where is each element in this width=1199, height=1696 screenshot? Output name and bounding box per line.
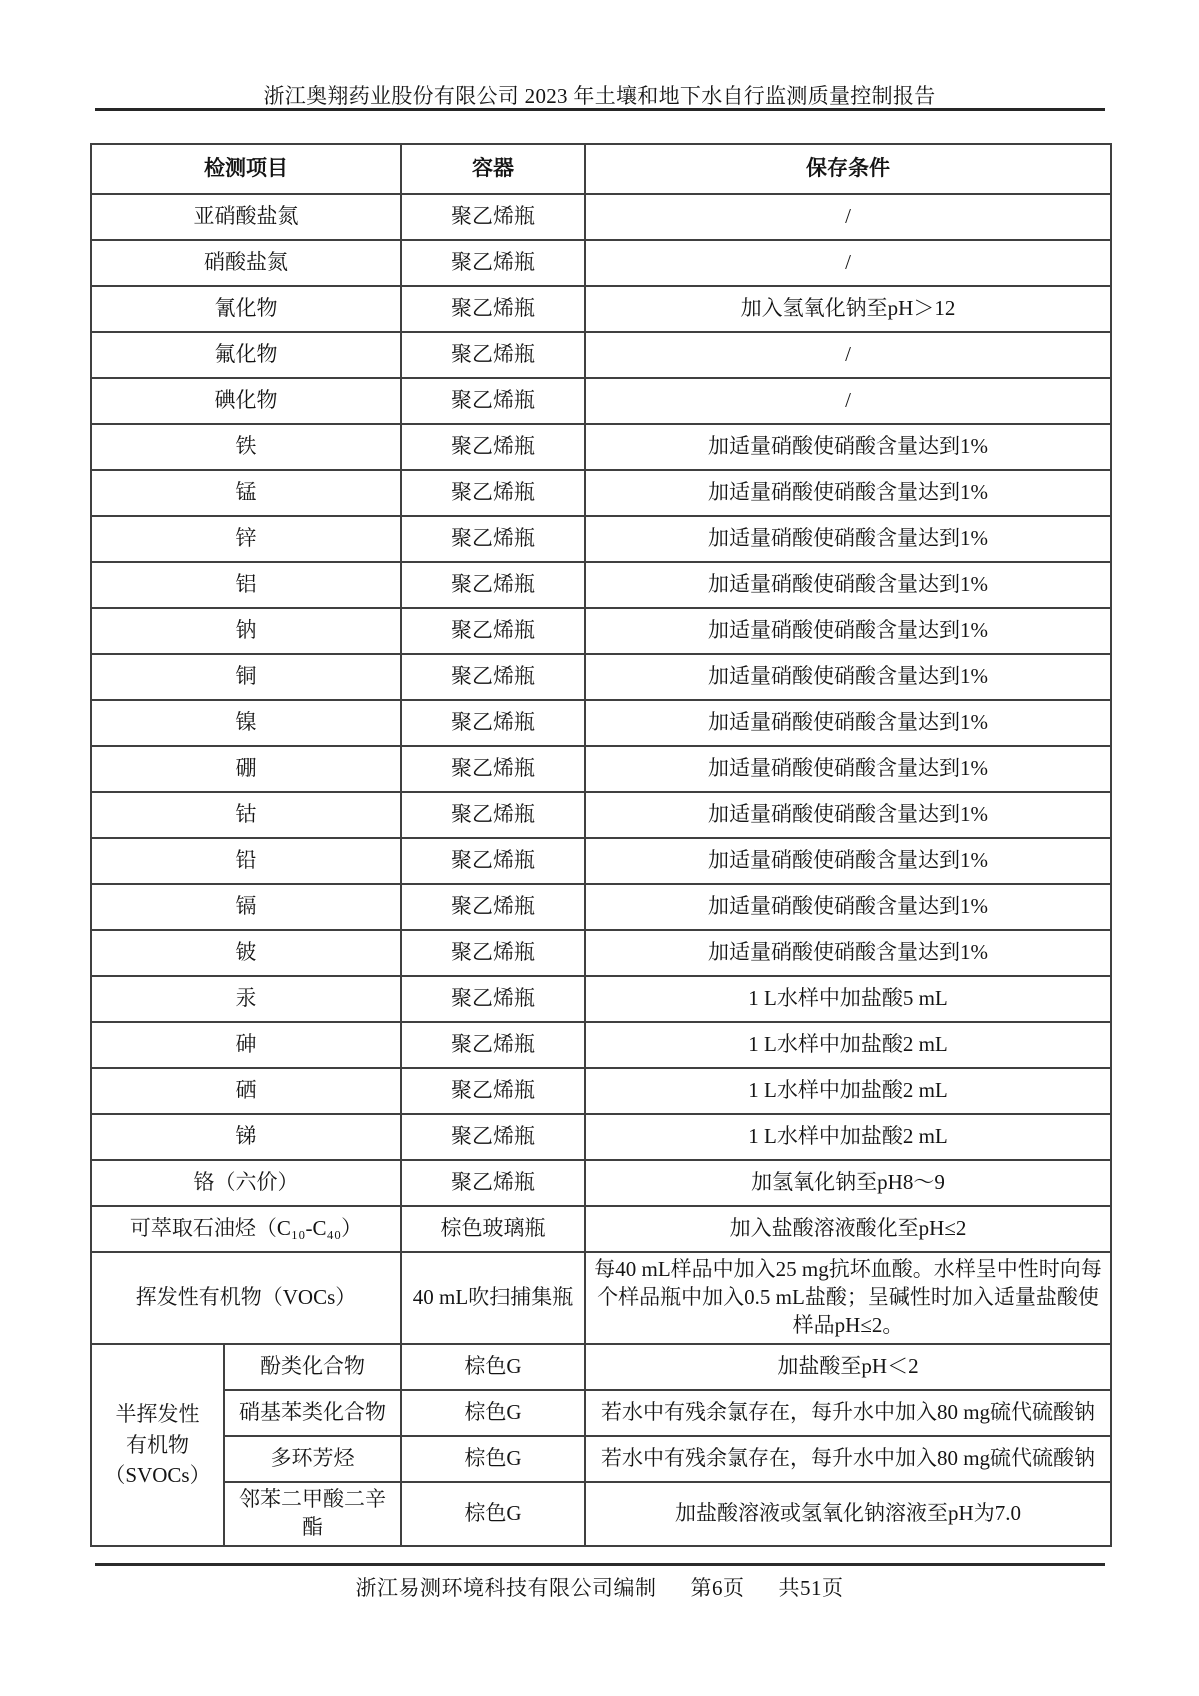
cell-container: 40 mL吹扫捕集瓶: [401, 1252, 585, 1344]
cell-item: 硼: [91, 746, 401, 792]
cell-condition: 1 L水样中加盐酸2 mL: [585, 1114, 1111, 1160]
cell-item: 碘化物: [91, 378, 401, 424]
cell-item: 锌: [91, 516, 401, 562]
column-header-item: 检测项目: [91, 144, 401, 194]
cell-item: 镍: [91, 700, 401, 746]
cell-container: 聚乙烯瓶: [401, 378, 585, 424]
cell-condition: 若水中有残余氯存在，每升水中加入80 mg硫代硫酸钠: [585, 1436, 1111, 1482]
svoc-label-line: 半挥发性: [115, 1402, 200, 1427]
footer-page-number: 第6页: [690, 1576, 745, 1600]
cell-container: 聚乙烯瓶: [401, 194, 585, 240]
table-row: [91, 378, 1111, 424]
cell-condition: 加适量硝酸使硝酸含量达到1%: [585, 746, 1111, 792]
table-row: [91, 1206, 1111, 1252]
cell-container: 聚乙烯瓶: [401, 286, 585, 332]
table-row: [91, 608, 1111, 654]
column-header-container: 容器: [401, 144, 585, 194]
footer-total-pages: 共51页: [778, 1576, 844, 1600]
cell-item: 酚类化合物: [224, 1344, 401, 1390]
cell-condition: 加盐酸溶液或氢氧化钠溶液至pH为7.0: [585, 1482, 1111, 1546]
cell-container: 聚乙烯瓶: [401, 930, 585, 976]
cell-container: 聚乙烯瓶: [401, 562, 585, 608]
cell-item: 汞: [91, 976, 401, 1022]
table-row: [91, 1160, 1111, 1206]
cell-container: 聚乙烯瓶: [401, 654, 585, 700]
cell-condition: 加适量硝酸使硝酸含量达到1%: [585, 654, 1111, 700]
cell-condition: 加适量硝酸使硝酸含量达到1%: [585, 930, 1111, 976]
cell-item: 邻苯二甲酸二辛酯: [224, 1482, 401, 1546]
cell-container: 聚乙烯瓶: [401, 1068, 585, 1114]
table-row: [91, 332, 1111, 378]
cell-item: 多环芳烃: [224, 1436, 401, 1482]
cell-item: 锰: [91, 470, 401, 516]
cell-container: 棕色G: [401, 1390, 585, 1436]
cell-condition: 加入盐酸溶液酸化至pH≤2: [585, 1206, 1111, 1252]
cell-condition: /: [585, 332, 1111, 378]
table-row: [91, 562, 1111, 608]
table-header-row: [91, 144, 1111, 194]
cell-container: 聚乙烯瓶: [401, 240, 585, 286]
cell-item: 硒: [91, 1068, 401, 1114]
cell-condition: 加适量硝酸使硝酸含量达到1%: [585, 884, 1111, 930]
cell-condition: 加适量硝酸使硝酸含量达到1%: [585, 792, 1111, 838]
cell-item: 氟化物: [91, 332, 401, 378]
table-row-svoc: [91, 1436, 1111, 1482]
table-row-svoc: [91, 1482, 1111, 1546]
cell-condition: 加适量硝酸使硝酸含量达到1%: [585, 470, 1111, 516]
table-row: [91, 930, 1111, 976]
table-row: [91, 976, 1111, 1022]
table-row-svoc: [91, 1344, 1111, 1390]
cell-item: 挥发性有机物（VOCs）: [91, 1252, 401, 1344]
table-row: [91, 240, 1111, 286]
cell-item: 氰化物: [91, 286, 401, 332]
cell-container: 棕色玻璃瓶: [401, 1206, 585, 1252]
cell-item: 镉: [91, 884, 401, 930]
cell-container: 聚乙烯瓶: [401, 424, 585, 470]
cell-item: 铅: [91, 838, 401, 884]
footer-rule: [95, 1563, 1105, 1566]
cell-condition: 1 L水样中加盐酸5 mL: [585, 976, 1111, 1022]
cell-condition: /: [585, 240, 1111, 286]
document-title: 浙江奥翔药业股份有限公司 2023 年土壤和地下水自行监测质量控制报告: [263, 84, 936, 108]
cell-condition: 1 L水样中加盐酸2 mL: [585, 1022, 1111, 1068]
cell-container: 聚乙烯瓶: [401, 746, 585, 792]
table-row: [91, 286, 1111, 332]
cell-container: 聚乙烯瓶: [401, 884, 585, 930]
cell-condition: 加适量硝酸使硝酸含量达到1%: [585, 516, 1111, 562]
cell-condition: /: [585, 378, 1111, 424]
table-row-voc: [91, 1252, 1111, 1344]
cell-container: 聚乙烯瓶: [401, 470, 585, 516]
cell-item: 硝基苯类化合物: [224, 1390, 401, 1436]
cell-container: 聚乙烯瓶: [401, 516, 585, 562]
cell-container: 棕色G: [401, 1482, 585, 1546]
table-row: [91, 1114, 1111, 1160]
cell-item: 硝酸盐氮: [91, 240, 401, 286]
cell-container: 聚乙烯瓶: [401, 1022, 585, 1068]
cell-item: 铬（六价）: [91, 1160, 401, 1206]
cell-item: 铜: [91, 654, 401, 700]
footer-company: 浙江易测环境科技有限公司编制: [355, 1576, 657, 1600]
cell-condition: /: [585, 194, 1111, 240]
table-row: [91, 516, 1111, 562]
cell-item: 铍: [91, 930, 401, 976]
svoc-label-line: 有机物: [126, 1432, 189, 1457]
document-footer: [0, 1572, 1199, 1602]
cell-condition: 每40 mL样品中加入25 mg抗坏血酸。水样呈中性时向每个样品瓶中加入0.5 mL盐酸；呈碱性时加入适量盐酸使样品pH≤2。: [585, 1252, 1111, 1344]
table-row: [91, 792, 1111, 838]
table-row: [91, 700, 1111, 746]
cell-condition: 加适量硝酸使硝酸含量达到1%: [585, 608, 1111, 654]
cell-container: 聚乙烯瓶: [401, 1160, 585, 1206]
table-row: [91, 1022, 1111, 1068]
column-header-condition: 保存条件: [585, 144, 1111, 194]
cell-container: 聚乙烯瓶: [401, 332, 585, 378]
cell-container: 聚乙烯瓶: [401, 608, 585, 654]
cell-container: 棕色G: [401, 1344, 585, 1390]
cell-condition: 加适量硝酸使硝酸含量达到1%: [585, 700, 1111, 746]
cell-container: 棕色G: [401, 1436, 585, 1482]
table-row: [91, 1068, 1111, 1114]
table-row: [91, 838, 1111, 884]
cell-item: 亚硝酸盐氮: [91, 194, 401, 240]
cell-container: 聚乙烯瓶: [401, 792, 585, 838]
table-row: [91, 884, 1111, 930]
svoc-label-line: （SVOCs）: [104, 1463, 211, 1488]
cell-container: 聚乙烯瓶: [401, 976, 585, 1022]
cell-condition: 加氢氧化钠至pH8～9: [585, 1160, 1111, 1206]
cell-item: 钠: [91, 608, 401, 654]
cell-condition: 加适量硝酸使硝酸含量达到1%: [585, 838, 1111, 884]
cell-svoc-group-label: [91, 1344, 224, 1546]
cell-item: 铝: [91, 562, 401, 608]
cell-item: 砷: [91, 1022, 401, 1068]
cell-condition: 加盐酸至pH＜2: [585, 1344, 1111, 1390]
table-row: [91, 654, 1111, 700]
cell-container: 聚乙烯瓶: [401, 1114, 585, 1160]
sample-preservation-table: [90, 143, 1112, 1547]
cell-condition: 加适量硝酸使硝酸含量达到1%: [585, 424, 1111, 470]
table-row-svoc: [91, 1390, 1111, 1436]
cell-item: 可萃取石油烃（C₁₀-C₄₀）: [91, 1206, 401, 1252]
table-row: [91, 424, 1111, 470]
table-row: [91, 194, 1111, 240]
cell-item: 铁: [91, 424, 401, 470]
table-row: [91, 746, 1111, 792]
cell-condition: 若水中有残余氯存在，每升水中加入80 mg硫代硫酸钠: [585, 1390, 1111, 1436]
cell-condition: 加适量硝酸使硝酸含量达到1%: [585, 562, 1111, 608]
cell-container: 聚乙烯瓶: [401, 700, 585, 746]
cell-container: 聚乙烯瓶: [401, 838, 585, 884]
cell-condition: 加入氢氧化钠至pH＞12: [585, 286, 1111, 332]
cell-item: 钴: [91, 792, 401, 838]
table-row: [91, 470, 1111, 516]
header-rule: [95, 108, 1105, 111]
cell-item: 锑: [91, 1114, 401, 1160]
cell-condition: 1 L水样中加盐酸2 mL: [585, 1068, 1111, 1114]
